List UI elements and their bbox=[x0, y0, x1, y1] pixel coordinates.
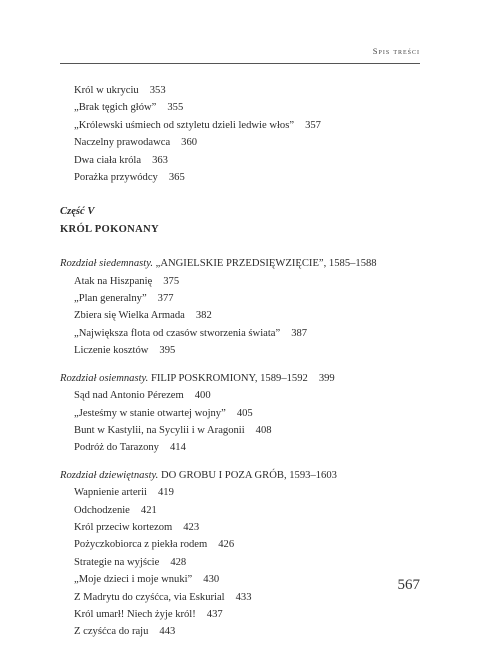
entry-page: 387 bbox=[291, 327, 308, 339]
entry-title: „Największa flota od czasów stworzenia świata” bbox=[74, 327, 281, 339]
toc-entry bbox=[60, 325, 420, 342]
chapter-title: DO GROBU I POZA GRÓB, 1593–1603 bbox=[158, 469, 337, 481]
entry-page: 377 bbox=[157, 293, 174, 305]
toc-entry bbox=[60, 606, 420, 623]
entry-title: Podróż do Tarazony bbox=[74, 442, 159, 454]
entry-page: 395 bbox=[159, 345, 176, 357]
entry-page: 426 bbox=[218, 539, 235, 551]
toc-entry bbox=[60, 387, 420, 404]
entry-page: 428 bbox=[170, 556, 187, 568]
entry-title: Atak na Hiszpanię bbox=[74, 275, 153, 287]
entry-page: 360 bbox=[181, 137, 198, 149]
toc-entry bbox=[60, 134, 420, 151]
spacer bbox=[60, 238, 420, 255]
chapter-heading bbox=[60, 467, 420, 484]
entry-title: Zbiera się Wielka Armada bbox=[74, 310, 185, 322]
entry-page: 437 bbox=[206, 608, 223, 620]
toc-entry bbox=[60, 152, 420, 169]
entry-title: Liczenie kosztów bbox=[74, 345, 149, 357]
toc-entry bbox=[60, 117, 420, 134]
entry-page: 357 bbox=[305, 119, 321, 131]
chapter-label: Rozdział siedemnasty. bbox=[60, 258, 153, 270]
toc-entry bbox=[60, 536, 420, 553]
entry-title: Bunt w Kastylii, na Sycylii i w Aragonii bbox=[74, 424, 245, 436]
entry-title: „Królewski uśmiech od sztyletu dzieli ledwie włos” bbox=[74, 119, 295, 131]
entry-page: 443 bbox=[159, 626, 176, 638]
entry-title: „Moje dzieci i moje wnuki” bbox=[74, 574, 193, 586]
entry-title: Odchodzenie bbox=[74, 504, 130, 516]
part-title: KRÓL POKONANY bbox=[60, 223, 159, 235]
entry-page: 433 bbox=[235, 591, 252, 603]
toc-entry bbox=[60, 484, 420, 501]
entry-page: 423 bbox=[183, 521, 200, 533]
entry-page: 363 bbox=[152, 154, 168, 166]
toc-entry bbox=[60, 169, 420, 186]
toc-entry bbox=[60, 99, 420, 116]
part-label: Część V bbox=[60, 206, 95, 218]
entry-page: 430 bbox=[203, 574, 220, 586]
entry-title: „Jesteśmy w stanie otwartej wojny” bbox=[74, 407, 226, 419]
entry-page: 365 bbox=[168, 172, 185, 184]
toc-entry bbox=[60, 307, 420, 324]
entry-title: Pożyczkobiorca z piekła rodem bbox=[74, 539, 208, 551]
toc-entry bbox=[60, 519, 420, 536]
chapter-title: „ANGIELSKIE PRZEDSIĘWZIĘCIE”, 1585–1588 bbox=[153, 258, 377, 270]
entry-title: „Plan generalny” bbox=[74, 293, 147, 305]
running-head: Spis treści bbox=[372, 46, 420, 56]
toc-entry bbox=[60, 82, 420, 99]
header-rule bbox=[60, 63, 420, 64]
entry-page: 375 bbox=[163, 275, 180, 287]
entry-title: Dwa ciała króla bbox=[74, 154, 142, 166]
toc-entry bbox=[60, 405, 420, 422]
entry-title: Król przeciw kortezom bbox=[74, 521, 173, 533]
toc-entry bbox=[60, 290, 420, 307]
toc-entry bbox=[60, 571, 420, 588]
chapter-heading bbox=[60, 370, 420, 387]
entry-title: Z Madrytu do czyśćca, via Eskurial bbox=[74, 591, 225, 603]
toc-entry bbox=[60, 439, 420, 456]
toc-entry bbox=[60, 623, 420, 640]
entry-page: 355 bbox=[167, 102, 184, 114]
entry-title: Naczelny prawodawca bbox=[74, 137, 171, 149]
entry-title: „Brak tęgich głów” bbox=[74, 102, 157, 114]
entry-title: Król umarł! Niech żyje król! bbox=[74, 608, 196, 620]
entry-page: 414 bbox=[169, 442, 186, 454]
chapter-label: Rozdział dziewiętnasty. bbox=[60, 469, 159, 481]
spacer bbox=[60, 186, 420, 203]
entry-page: 408 bbox=[255, 424, 272, 436]
spacer bbox=[60, 457, 420, 467]
entry-title: Z czyśćca do raju bbox=[74, 626, 149, 638]
toc-entry bbox=[60, 554, 420, 571]
entry-title: Strategie na wyjście bbox=[74, 556, 160, 568]
entry-page: 353 bbox=[149, 85, 166, 96]
table-of-contents bbox=[60, 82, 420, 641]
chapter-label: Rozdział osiemnasty. bbox=[60, 372, 149, 384]
entry-page: 400 bbox=[194, 390, 211, 402]
chapter-title: FILIP POSKROMIONY, 1589–1592 bbox=[148, 372, 308, 384]
toc-entry bbox=[60, 342, 420, 359]
toc-entry bbox=[60, 422, 420, 439]
entry-page: 405 bbox=[236, 407, 253, 419]
entry-title: Sąd nad Antonio Pérezem bbox=[74, 390, 184, 402]
chapter-heading bbox=[60, 255, 420, 272]
entry-page: 382 bbox=[195, 310, 212, 322]
toc-entry bbox=[60, 589, 420, 606]
spacer bbox=[60, 360, 420, 370]
entry-page: 421 bbox=[140, 504, 157, 516]
toc-entry bbox=[60, 273, 420, 290]
toc-entry bbox=[60, 502, 420, 519]
chapter-page: 399 bbox=[318, 372, 335, 384]
entry-title: Porażka przywódcy bbox=[74, 172, 158, 184]
entry-title: Król w ukryciu bbox=[74, 85, 139, 96]
page-number: 567 bbox=[397, 577, 420, 593]
entry-page: 419 bbox=[157, 487, 174, 499]
entry-title: Wapnienie arterii bbox=[74, 487, 147, 499]
